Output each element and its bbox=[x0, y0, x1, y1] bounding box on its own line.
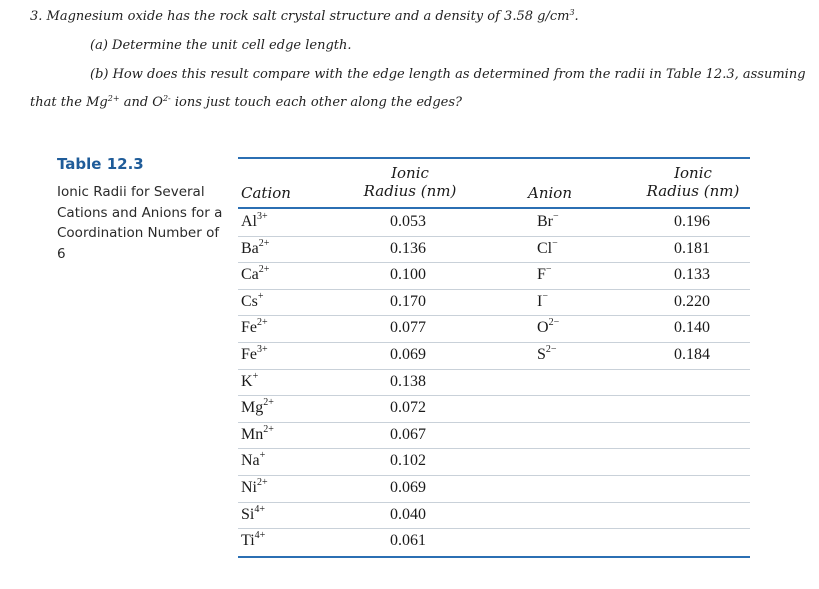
row-divider bbox=[238, 289, 750, 290]
row-divider bbox=[238, 475, 750, 476]
anion-radius-cell: 0.140 bbox=[674, 319, 710, 336]
header-anion-radius: Ionic Radius (nm) bbox=[646, 164, 740, 200]
cation-radius-cell: 0.072 bbox=[390, 399, 426, 416]
cation-radius-cell: 0.100 bbox=[390, 266, 426, 283]
row-divider bbox=[238, 528, 750, 529]
cation-cell: $Mg^{2+}$ bbox=[241, 397, 274, 416]
anion-cell: Cl− bbox=[537, 238, 558, 257]
row-divider bbox=[238, 262, 750, 263]
anion-radius-cell: 0.184 bbox=[674, 346, 710, 363]
cation-cell: K+ bbox=[241, 371, 259, 390]
cation-cell: $Mn^{2+}$ bbox=[241, 424, 274, 443]
row-divider bbox=[238, 236, 750, 237]
cation-cell: $Si^{4+}$ bbox=[241, 504, 265, 523]
row-divider bbox=[238, 369, 750, 370]
question-part-b-line1: (b) How does this result compare with the edge length as determined from the radii in Table 12.3, assuming bbox=[90, 67, 806, 82]
cation-radius-cell: 0.069 bbox=[390, 346, 426, 363]
cation-radius-cell: 0.067 bbox=[390, 426, 426, 443]
anion-radius-cell: 0.196 bbox=[674, 213, 710, 230]
table-title: Table 12.3 bbox=[57, 155, 144, 173]
question-part-a: (a) Determine the unit cell edge length. bbox=[90, 38, 352, 53]
cation-cell: $Al^{3+}$ bbox=[241, 211, 268, 230]
cation-cell: Cs+ bbox=[241, 291, 264, 310]
header-cation-radius: Ionic Radius (nm) bbox=[363, 164, 457, 200]
row-divider bbox=[238, 422, 750, 423]
cation-cell: $Ba^{2+}$ bbox=[241, 238, 270, 257]
table-caption-block bbox=[57, 155, 227, 264]
table-bottom-rule bbox=[238, 556, 750, 558]
anion-cell: I− bbox=[537, 291, 548, 310]
row-divider bbox=[238, 395, 750, 396]
cation-radius-cell: 0.136 bbox=[390, 240, 426, 257]
cation-cell: $Ti^{4+}$ bbox=[241, 530, 266, 549]
cation-cell: Na+ bbox=[241, 450, 266, 469]
cation-radius-cell: 0.040 bbox=[390, 506, 426, 523]
cation-cell: $Fe^{2+}$ bbox=[241, 317, 268, 336]
header-cation: Cation bbox=[241, 184, 291, 202]
row-divider bbox=[238, 502, 750, 503]
row-divider bbox=[238, 315, 750, 316]
anion-cell: $S^{2-}$ bbox=[537, 344, 557, 363]
cation-cell: $Ca^{2+}$ bbox=[241, 264, 270, 283]
cation-radius-cell: 0.069 bbox=[390, 479, 426, 496]
question-part-b-line2: that the $Mg^{2+}$ and $O^{2-}$ ions just touch each other along the edges? bbox=[30, 94, 463, 110]
cation-radius-cell: 0.170 bbox=[390, 293, 426, 310]
cation-radius-cell: 0.077 bbox=[390, 319, 426, 336]
cation-radius-cell: 0.138 bbox=[390, 373, 426, 390]
cation-radius-cell: 0.053 bbox=[390, 213, 426, 230]
table-top-rule bbox=[238, 157, 750, 159]
anion-radius-cell: 0.181 bbox=[674, 240, 710, 257]
anion-cell: $O^{2-}$ bbox=[537, 317, 560, 336]
cation-radius-cell: 0.102 bbox=[390, 452, 426, 469]
table-header-rule bbox=[238, 207, 750, 209]
table-caption: Ionic Radii for Several Cations and Anions for a Coordination Number of 6 bbox=[57, 184, 223, 262]
row-divider bbox=[238, 448, 750, 449]
anion-radius-cell: 0.133 bbox=[674, 266, 710, 283]
header-anion: Anion bbox=[528, 184, 572, 202]
anion-radius-cell: 0.220 bbox=[674, 293, 710, 310]
anion-cell: F− bbox=[537, 264, 552, 283]
cation-radius-cell: 0.061 bbox=[390, 532, 426, 549]
cation-cell: $Ni^{2+}$ bbox=[241, 477, 268, 496]
anion-cell: Br− bbox=[537, 211, 559, 230]
cation-cell: $Fe^{3+}$ bbox=[241, 344, 268, 363]
row-divider bbox=[238, 342, 750, 343]
question-main: 3. Magnesium oxide has the rock salt crystal structure and a density of 3.58 $g/cm^3$. bbox=[30, 8, 579, 24]
